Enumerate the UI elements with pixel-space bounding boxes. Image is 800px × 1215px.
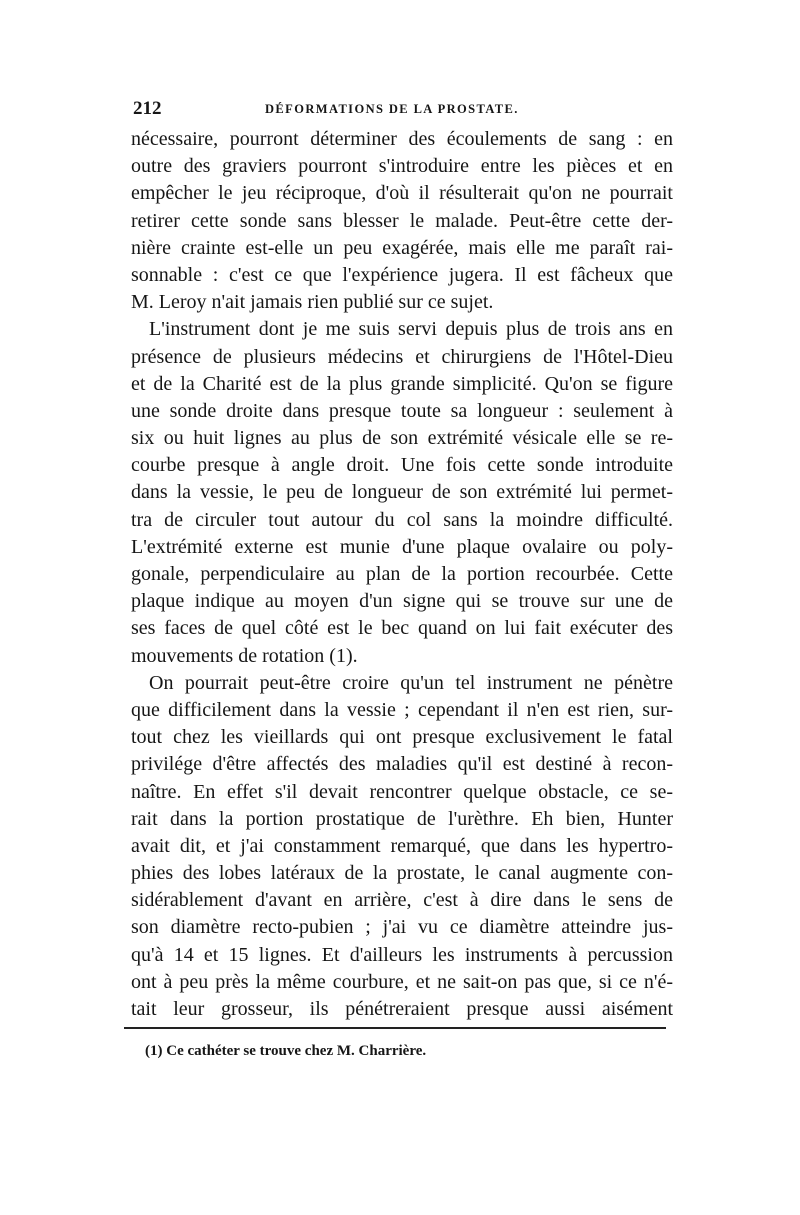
text-line: dans la vessie, le peu de longueur de son extrémité lui permet- xyxy=(131,481,673,504)
text-line: tait leur grosseur, ils pénétreraient presque aussi aisément xyxy=(131,998,673,1020)
text-line: nière crainte est-elle un peu exagérée, mais elle me paraît rai- xyxy=(131,236,673,259)
footnote: (1) Ce cathéter se trouve chez M. Charrière. xyxy=(145,1043,427,1059)
text-line: son diamètre recto-pubien ; j'ai vu ce diamètre atteindre jus- xyxy=(131,916,673,939)
text-line: outre des graviers pourront s'introduire entre les pièces et en xyxy=(131,155,673,178)
text-line: une sonde droite dans presque toute sa longueur : seulement à xyxy=(131,399,673,422)
text-line: naître. En effet s'il devait rencontrer quelque obstacle, ce se- xyxy=(131,780,673,803)
text-line: sidérablement d'avant en arrière, c'est à dire dans le sens de xyxy=(131,889,673,912)
text-line: rait dans la portion prostatique de l'urèthre. Eh bien, Hunter xyxy=(131,807,673,830)
text-line: L'extrémité externe est munie d'une plaque ovalaire ou poly- xyxy=(131,535,673,558)
running-title: DÉFORMATIONS DE LA PROSTATE. xyxy=(265,102,519,116)
text-line: empêcher le jeu réciproque, d'où il résulterait qu'on ne pourrait xyxy=(131,182,673,205)
page-number: 212 xyxy=(133,98,162,119)
text-line: L'instrument dont je me suis servi depuis plus de trois ans en xyxy=(149,318,673,341)
text-line: privilége d'être affectés des maladies qu'il est destiné à recon- xyxy=(131,753,673,776)
text-line: ont à peu près la même courbure, et ne sait-on pas que, si ce n'é- xyxy=(131,970,673,993)
text-line: sonnable : c'est ce que l'expérience jugera. Il est fâcheux que xyxy=(131,263,673,286)
text-line: phies des lobes latéraux de la prostate, le canal augmente con- xyxy=(131,862,673,885)
body-text xyxy=(131,126,673,1023)
text-line: tout chez les vieillards qui ont presque exclusivement le fatal xyxy=(131,726,673,749)
text-line: avait dit, et j'ai constamment remarqué, que dans les hypertro- xyxy=(131,834,673,857)
footnote-rule xyxy=(124,1027,666,1029)
text-line: que difficilement dans la vessie ; cependant il n'en est rien, sur- xyxy=(131,698,673,721)
text-line: présence de plusieurs médecins et chirurgiens de l'Hôtel-Dieu xyxy=(131,345,673,368)
text-line: gonale, perpendiculaire au plan de la portion recourbée. Cette xyxy=(131,563,673,585)
text-line: et de la Charité est de la plus grande simplicité. Qu'on se figure xyxy=(131,372,673,395)
text-line: tra de circuler tout autour du col sans la moindre difficulté. xyxy=(131,508,673,531)
text-line: M. Leroy n'ait jamais rien publié sur ce sujet. xyxy=(131,291,494,314)
text-line: six ou huit lignes au plus de son extrémité vésicale elle se re- xyxy=(131,427,673,450)
text-line: courbe presque à angle droit. Une fois cette sonde introduite xyxy=(131,454,673,477)
text-line: mouvements de rotation (1). xyxy=(131,644,358,667)
text-line: retirer cette sonde sans blesser le malade. Peut-être cette der- xyxy=(131,209,673,232)
page-header xyxy=(133,98,671,120)
text-line: nécessaire, pourront déterminer des écoulements de sang : en xyxy=(131,128,673,150)
text-line: qu'à 14 et 15 lignes. Et d'ailleurs les instruments à percussion xyxy=(131,943,673,966)
text-line: plaque indique au moyen d'un signe qui se trouve sur une de xyxy=(131,590,673,613)
text-line: On pourrait peut-être croire qu'un tel instrument ne pénètre xyxy=(149,671,673,694)
text-line: ses faces de quel côté est le bec quand on lui fait exécuter des xyxy=(131,617,673,640)
